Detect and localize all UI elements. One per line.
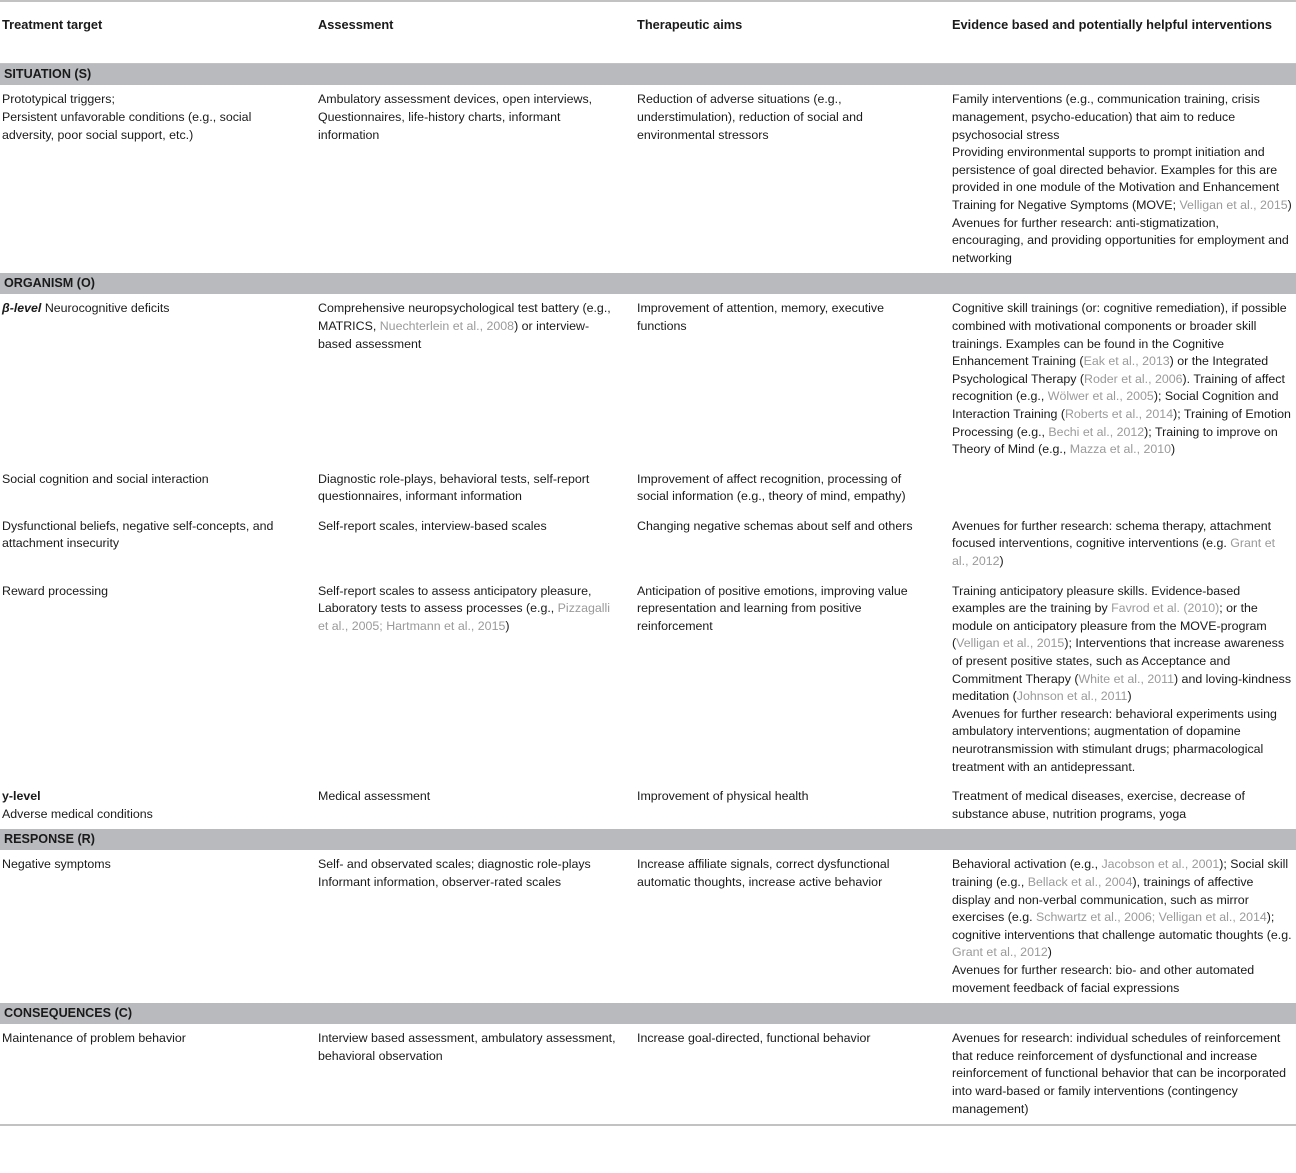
target-text-line: Prototypical triggers; <box>2 92 115 107</box>
aims-text: Increase goal-directed, functional behavior <box>637 1031 871 1046</box>
citation-reference[interactable]: Grant et al., 2012 <box>952 945 1048 960</box>
table-header <box>0 1 1296 64</box>
assessment-text: Ambulatory assessment devices, open interviews, Questionnaires, life-history charts, informant information <box>318 92 593 142</box>
citation-reference[interactable]: Pizzagalli et al., 2005; Hartmann et al., 2015 <box>318 601 611 633</box>
evidence-paragraph <box>952 706 1292 776</box>
section-title: CONSEQUENCES (C) <box>0 1003 1296 1024</box>
cell-evidence-interventions <box>952 1024 1296 1125</box>
body-text: Avenues for further research: bio- and other automated movement feedback of facial expressions <box>952 962 1255 995</box>
evidence-paragraph <box>952 856 1292 962</box>
citation-reference[interactable]: Grant et al., 2012 <box>952 536 1276 569</box>
body-text: ). Training of affect recognition (e.g., <box>952 371 1285 404</box>
cell-treatment-target <box>0 85 318 273</box>
body-text: ); Social skill training (e.g., <box>952 857 1289 889</box>
body-text: Providing environmental supports to prompt initiation and persistence of goal directed behavior. Examples for this are provided in one module of the Motivation and Enhancement Training for Negative Symptoms (MOVE; <box>952 145 1280 212</box>
cell-evidence-interventions <box>952 577 1296 783</box>
cell-evidence-interventions <box>952 294 1296 464</box>
table-footer <box>0 1125 1296 1129</box>
cell-therapeutic-aims <box>637 850 952 1003</box>
cell-therapeutic-aims <box>637 294 952 464</box>
cell-therapeutic-aims <box>637 1024 952 1125</box>
aims-text: Improvement of attention, memory, executive functions <box>637 301 885 333</box>
citation-reference[interactable]: White et al., 2011 <box>1078 671 1174 686</box>
level-label: β-level <box>2 301 42 316</box>
body-text: Family interventions (e.g., communication training, crisis management, psycho-education) that aim to reduce psychosocial stress <box>952 92 1260 142</box>
body-text: ) or interview-based assessment <box>318 318 590 351</box>
table-row <box>0 85 1296 273</box>
table-body <box>0 64 1296 1125</box>
table-bottom-rule <box>0 1125 1296 1129</box>
citation-reference[interactable]: Favrod et al. (2010) <box>1111 601 1220 616</box>
cell-treatment-target <box>0 465 318 512</box>
cell-treatment-target <box>0 850 318 1003</box>
table-row <box>0 782 1296 829</box>
cell-assessment <box>318 512 637 577</box>
evidence-paragraph <box>952 788 1292 823</box>
section-title: SITUATION (S) <box>0 64 1296 86</box>
cell-therapeutic-aims <box>637 85 952 273</box>
table-row <box>0 512 1296 577</box>
citation-reference[interactable]: Nuechterlein et al., 2008 <box>379 318 515 333</box>
target-text-line: Persistent unfavorable conditions (e.g., social adversity, poor social support, etc.) <box>2 110 252 142</box>
aims-text: Improvement of affect recognition, processing of social information (e.g., theory of mind, empathy) <box>637 471 906 504</box>
target-text: Dysfunctional beliefs, negative self-concepts, and attachment insecurity <box>2 518 274 551</box>
target-text: Negative symptoms <box>2 857 111 872</box>
evidence-paragraph <box>952 1030 1292 1118</box>
body-text: ) and loving-kindness meditation ( <box>952 671 1292 704</box>
citation-reference[interactable]: Bellack et al., 2004 <box>1027 874 1133 889</box>
citation-reference[interactable]: Schwartz et al., 2006; Velligan et al., 2014 <box>1036 910 1267 925</box>
citation-reference[interactable]: Roberts et al., 2014 <box>1064 406 1174 421</box>
body-text: ; or the module on anticipatory pleasure from the MOVE-program ( <box>952 601 1267 651</box>
cell-evidence-interventions <box>952 512 1296 577</box>
body-text: ); cognitive interventions that challenge automatic thoughts (e.g. <box>952 910 1292 942</box>
cell-therapeutic-aims <box>637 577 952 783</box>
target-text: Adverse medical conditions <box>2 806 153 821</box>
section-title: RESPONSE (R) <box>0 829 1296 850</box>
cell-treatment-target <box>0 294 318 464</box>
column-header-assessment: Assessment <box>318 5 637 64</box>
aims-text: Anticipation of positive emotions, improving value representation and learning from positive reinforcement <box>637 583 908 633</box>
body-text: Avenues for further research: schema therapy, attachment focused interventions, cognitive interventions (e.g. <box>952 518 1272 551</box>
body-text: ); Interventions that increase awareness of present positive states, such as Acceptance and Commitment Therapy ( <box>952 636 1285 686</box>
evidence-paragraph <box>952 962 1292 997</box>
citation-reference[interactable]: Eak et al., 2013 <box>1083 354 1170 369</box>
citation-reference[interactable]: Johnson et al., 2011 <box>1016 689 1128 704</box>
column-header-treatment-target: Treatment target <box>0 5 318 64</box>
cell-assessment <box>318 1024 637 1125</box>
body-text: ); Training to improve on Theory of Mind (e.g., <box>952 424 1278 457</box>
cell-therapeutic-aims <box>637 465 952 512</box>
section-header-row <box>0 273 1296 294</box>
cell-treatment-target <box>0 1024 318 1125</box>
body-text: Avenues for further research: behavioral experiments using ambulatory interventions; augmentation of dopamine neurotransmission with stimulant drugs; pharmacological treatment with an antidepressant. <box>952 706 1277 774</box>
level-label: y-level <box>2 789 41 804</box>
table-row <box>0 1024 1296 1125</box>
body-text: Self-report scales to assess anticipatory pleasure, Laboratory tests to assess processes (e.g., <box>318 583 592 616</box>
evidence-paragraph <box>952 91 1292 144</box>
assessment-text-line: Self- and observated scales; diagnostic role-plays <box>318 857 591 872</box>
cell-assessment <box>318 577 637 783</box>
assessment-text: Diagnostic role-plays, behavioral tests, self-report questionnaires, informant information <box>318 471 590 504</box>
cell-treatment-target <box>0 782 318 829</box>
table-row <box>0 577 1296 783</box>
body-text: ); Social Cognition and Interaction Training ( <box>952 389 1279 421</box>
column-header-therapeutic-aims: Therapeutic aims <box>637 5 952 64</box>
table-row <box>0 294 1296 464</box>
cell-evidence-interventions <box>952 465 1296 512</box>
table-row <box>0 465 1296 512</box>
aims-text: Increase affiliate signals, correct dysfunctional automatic thoughts, increase active behavior <box>637 857 890 889</box>
target-text: Maintenance of problem behavior <box>2 1031 186 1046</box>
body-text: ); Training of Emotion Processing (e.g., <box>952 406 1291 439</box>
cell-assessment <box>318 294 637 464</box>
body-text: ) or the Integrated Psychological Therapy ( <box>952 354 1269 386</box>
cell-therapeutic-aims <box>637 512 952 577</box>
section-header-row <box>0 829 1296 850</box>
section-header-row <box>0 1003 1296 1024</box>
body-text: ) <box>505 618 510 633</box>
body-text: ) <box>999 554 1004 569</box>
evidence-paragraph <box>952 144 1292 214</box>
assessment-text: Self-report scales, interview-based scales <box>318 518 547 533</box>
cell-assessment <box>318 850 637 1003</box>
evidence-paragraph <box>952 300 1292 458</box>
aims-text: Changing negative schemas about self and others <box>637 518 913 533</box>
body-text: Treatment of medical diseases, exercise, decrease of substance abuse, nutrition programs, yoga <box>952 789 1245 821</box>
cell-evidence-interventions <box>952 782 1296 829</box>
citation-reference[interactable]: Mazza et al., 2010 <box>1069 442 1172 457</box>
cell-assessment <box>318 85 637 273</box>
body-text: ) <box>1171 442 1176 457</box>
cell-assessment <box>318 782 637 829</box>
target-text: Social cognition and social interaction <box>2 471 209 486</box>
body-text: ), trainings of affective display and non-verbal communication, such as mirror exercises (e.g. <box>952 874 1254 925</box>
evidence-paragraph <box>952 583 1292 706</box>
body-text: Cognitive skill trainings (or: cognitive remediation), if possible combined with motivational components or broader skill trainings. Examples can be found in the Cognitive Enhancement Training ( <box>952 301 1287 369</box>
citation-reference[interactable]: Jacobson et al., 2001 <box>1101 857 1220 872</box>
body-text: ) <box>1127 689 1132 704</box>
evidence-paragraph <box>952 215 1292 268</box>
body-text: ) <box>1047 945 1052 960</box>
cell-treatment-target <box>0 577 318 783</box>
cell-therapeutic-aims <box>637 782 952 829</box>
cell-evidence-interventions <box>952 85 1296 273</box>
body-text: ) <box>1287 197 1292 212</box>
evidence-paragraph <box>952 518 1292 571</box>
section-title: ORGANISM (O) <box>0 273 1296 294</box>
column-header-evidence-interventions: Evidence based and potentially helpful interventions <box>952 5 1296 64</box>
cell-treatment-target <box>0 512 318 577</box>
aims-text: Reduction of adverse situations (e.g., understimulation), reduction of social and environmental stressors <box>637 92 863 142</box>
table-row <box>0 850 1296 1003</box>
section-header-row <box>0 64 1296 86</box>
citation-reference[interactable]: Velligan et al., 2015 <box>1179 197 1288 212</box>
target-text: Reward processing <box>2 583 109 598</box>
body-text: Behavioral activation (e.g., <box>952 857 1102 872</box>
body-text: Avenues for further research: anti-stigmatization, encouraging, and providing opportunities for employment and networking <box>952 215 1289 265</box>
target-text: Neurocognitive deficits <box>41 301 170 316</box>
assessment-text-line: Informant information, observer-rated scales <box>318 874 562 889</box>
header-row <box>0 5 1296 64</box>
citation-reference[interactable]: Velligan et al., 2015 <box>956 636 1065 651</box>
assessment-text: Medical assessment <box>318 789 431 804</box>
citation-reference[interactable]: Roder et al., 2006 <box>1084 371 1183 386</box>
body-text: Comprehensive neuropsychological test battery (e.g., MATRICS, <box>318 301 611 333</box>
citation-reference[interactable]: Wölwer et al., 2005 <box>1047 389 1154 404</box>
cell-evidence-interventions <box>952 850 1296 1003</box>
body-text: Training anticipatory pleasure skills. Evidence-based examples are the training by <box>952 583 1241 616</box>
body-text: Avenues for research: individual schedules of reinforcement that reduce reinforcement of dysfunctional and increase reinforcement of functional behavior that can be incorporated into ward-based or family interventions (contingency management) <box>952 1031 1287 1116</box>
aims-text: Improvement of physical health <box>637 789 809 804</box>
citation-reference[interactable]: Bechi et al., 2012 <box>1048 424 1145 439</box>
cell-assessment <box>318 465 637 512</box>
assessment-text: Interview based assessment, ambulatory assessment, behavioral observation <box>318 1031 616 1063</box>
